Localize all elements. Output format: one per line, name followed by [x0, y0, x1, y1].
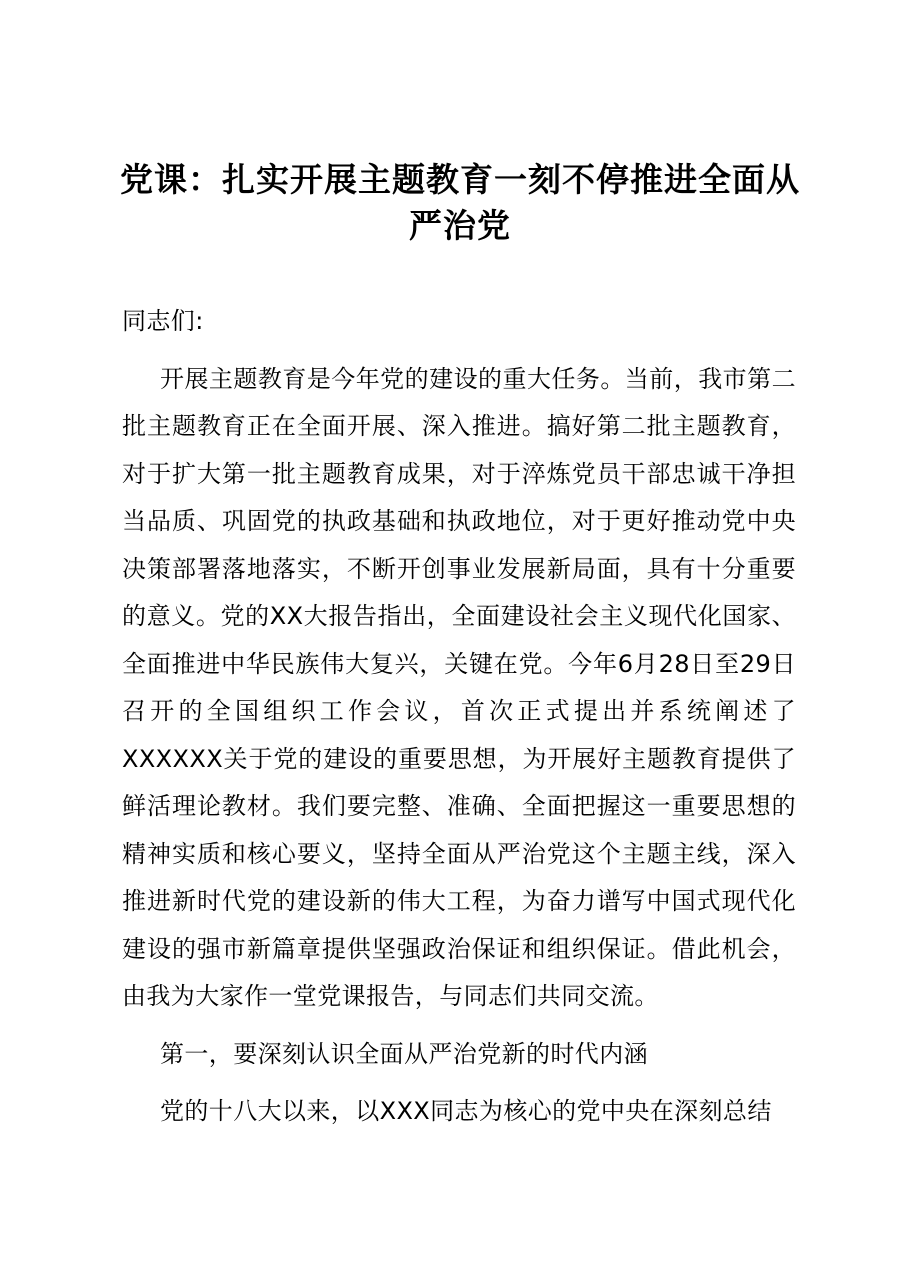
paragraph-section-one: 党的十八大以来，以XXX同志为核心的党中央在深刻总结 — [160, 1097, 772, 1125]
document-body — [122, 298, 796, 1146]
salutation: 同志们: — [122, 307, 204, 335]
paragraph-intro: 开展主题教育是今年党的建设的重大任务。当前，我市第二批主题教育正在全面开展、深入推进。搞好第二批主题教育，对于扩大第一批主题教育成果，对于淬炼党员干部忠诚干净担当品质、巩固党的执政基础和执政地位，对于更好推动党中央决策部署落地落实，不断开创事业发展新局面，具有十分重要的意义。党的XX大报告指出，全面建设社会主义现代化国家、全面推进中华民族伟大复兴，关键在党。今年6月28日至29日召开的全国组织工作会议，首次正式提出并系统阐述了XXXXXX关于党的建设的重要思想，为开展好主题教育提供了鲜活理论教材。我们要完整、准确、全面把握这一重要思想的精神实质和核心要义，坚持全面从严治党这个主题主线，深入推进新时代党的建设新的伟大工程，为奋力谱写中国式现代化建设的强市新篇章提供坚强政治保证和组织保证。借此机会，由我为大家作一堂党课报告，与同志们共同交流。 — [122, 364, 796, 1010]
section-heading-first: 第一，要深刻认识全面从严治党新的时代内涵 — [160, 1039, 648, 1068]
document-title: 党课：扎实开展主题教育一刻不停推进全面从严治党 — [120, 160, 800, 245]
